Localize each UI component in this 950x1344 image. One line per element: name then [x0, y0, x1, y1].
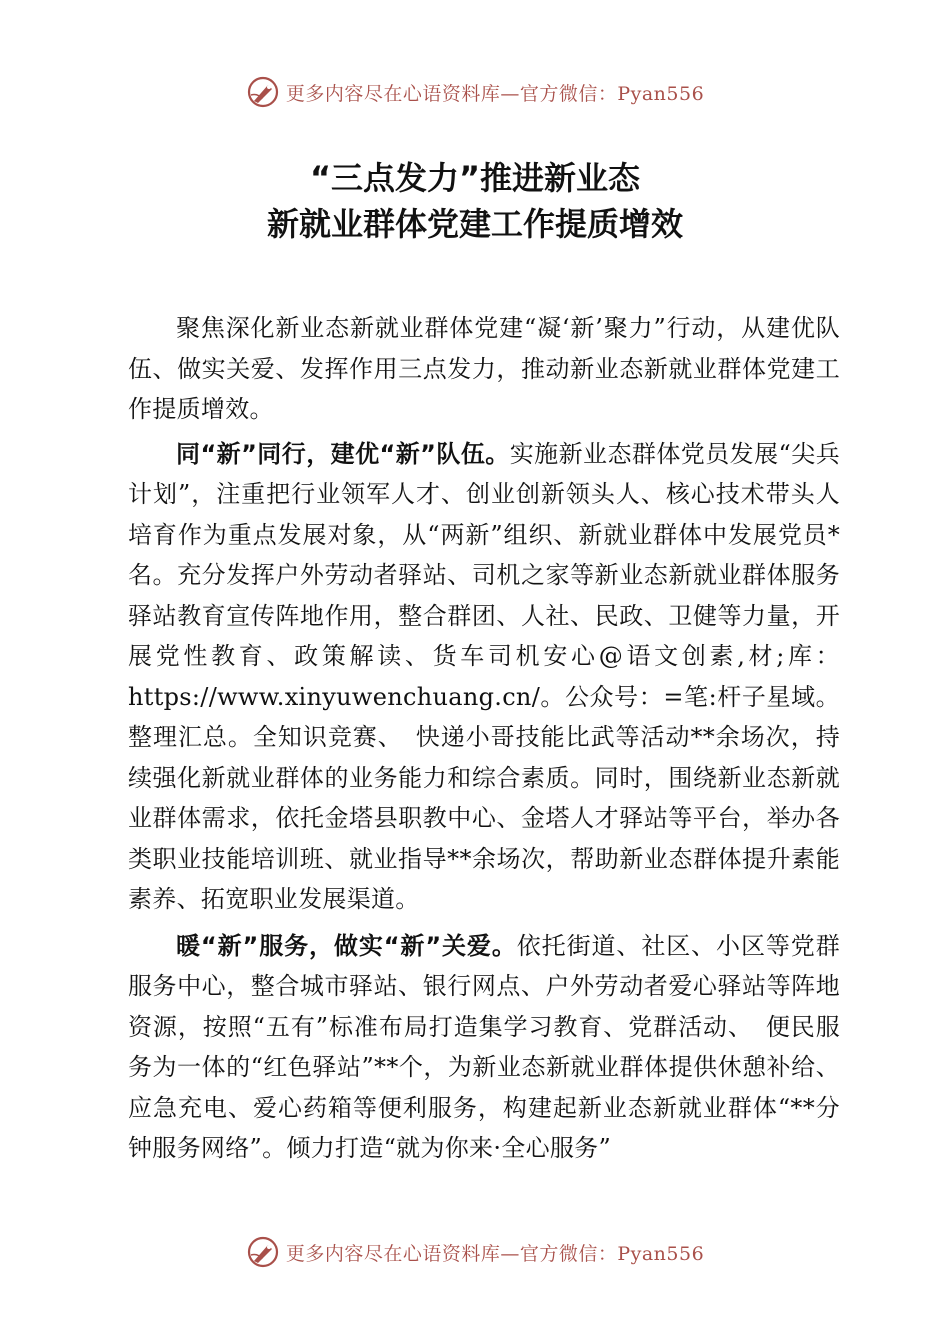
document-body [128, 308, 840, 1175]
title-line-1: “三点发力”推进新业态 [309, 159, 641, 197]
pen-nib-logo-icon [246, 75, 280, 109]
paragraph-intro [128, 308, 840, 430]
paragraph-text: 聚焦深化新业态新就业群体党建“凝‘新’聚力”行动，从建优队伍、做实关爱、发挥作用三点发力，推动新业态新就业群体党建工作提质增效。 [128, 314, 840, 423]
paragraph-lead: 暖“新”服务，做实“新”关爱。 [176, 931, 517, 960]
title-line-2: 新就业群体党建工作提质增效 [266, 205, 683, 243]
footer-watermark [0, 1230, 950, 1274]
paragraph-text: 依托街道、社区、小区等党群服务中心，整合城市驿站、银行网点、户外劳动者爱心驿站等阵地资源，按照“五有”标准布局打造集学习教育、党群活动、 便民服务为一体的“红色驿站”**个，为新业态新就业群体提供休憩补给、应急充电、爱心药箱等便利服务，构建起新业态新就业群体“**分钟服务网络”。倾力打造“就为你来·全心服务” [128, 931, 840, 1162]
paragraph-lead: 同“新”同行，建优“新”队伍。 [176, 439, 510, 468]
document-title [0, 155, 950, 247]
watermark-text: 更多内容尽在心语资料库—官方微信：Pyan556 [285, 82, 705, 105]
header-watermark [0, 70, 950, 114]
paragraph-team [128, 434, 840, 920]
watermark-text: 更多内容尽在心语资料库—官方微信：Pyan556 [285, 1242, 705, 1265]
paragraph-text: 实施新业态群体党员发展“尖兵计划”，注重把行业领军人才、创业创新领头人、核心技术带头人培育作为重点发展对象，从“两新”组织、新就业群体中发展党员*名。充分发挥户外劳动者驿站、司机之家等新业态新就业群体服务驿站教育宣传阵地作用，整合群团、人社、民政、卫健等力量，开展党性教育、政策解读、货车司机安心@语文创素,材;库：https://www.xinyuwenchuang.cn/。公众号：=笔:杆子星域。整理汇总。全知识竞赛、 快递小哥技能比武等活动**余场次，持续强化新就业群体的业务能力和综合素质。同时，围绕新业态新就业群体需求，依托金塔县职教中心、金塔人才驿站等平台，举办各类职业技能培训班、就业指导**余场次，帮助新业态群体提升素能素养、拓宽职业发展渠道。 [128, 439, 840, 913]
paragraph-care [128, 926, 840, 1169]
pen-nib-logo-icon [246, 1235, 280, 1269]
